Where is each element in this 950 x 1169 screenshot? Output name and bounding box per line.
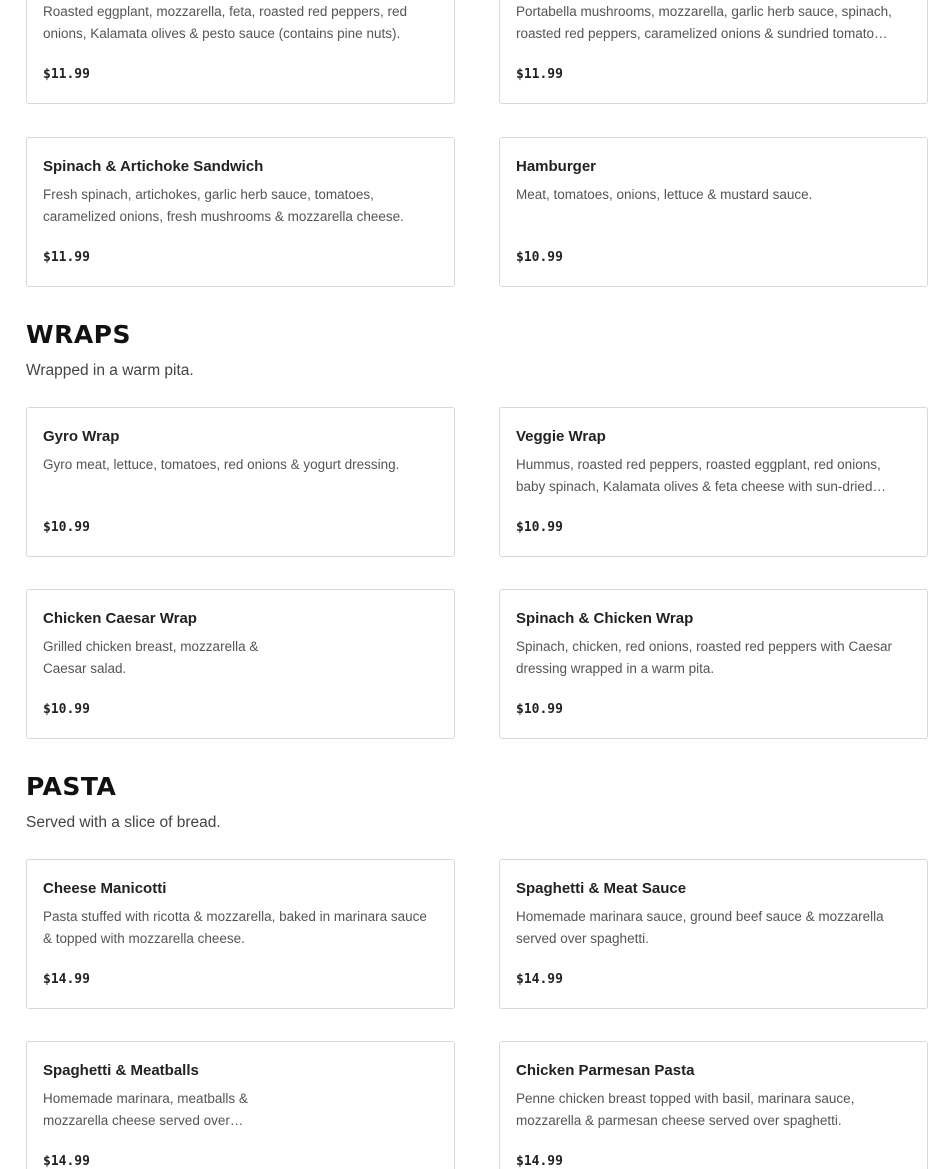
item-name: Chicken Caesar Wrap bbox=[43, 610, 197, 627]
section-title-pasta: PASTA bbox=[26, 772, 117, 801]
item-name: Spinach & Artichoke Sandwich bbox=[43, 158, 264, 175]
item-price: $10.99 bbox=[516, 520, 563, 535]
item-name: Spaghetti & Meat Sauce bbox=[516, 880, 687, 897]
menu-item-card[interactable] bbox=[499, 589, 928, 739]
item-description: Homemade marinara, meatballs & mozzarella cheese served over… bbox=[43, 1091, 248, 1128]
item-name: Gyro Wrap bbox=[43, 428, 120, 445]
section-title-wraps: WRAPS bbox=[26, 320, 132, 349]
item-name: Cheese Manicotti bbox=[43, 880, 167, 897]
item-description: Spinach, chicken, red onions, roasted red peppers with Caesar dressing wrapped in a warm pita. bbox=[516, 639, 892, 676]
item-name: Spinach & Chicken Wrap bbox=[516, 610, 694, 627]
menu-item-card[interactable] bbox=[499, 0, 928, 104]
item-description: Fresh spinach, artichokes, garlic herb sauce, tomatoes, caramelized onions, fresh mushrooms & mozzarella cheese. bbox=[43, 187, 404, 224]
item-description: Portabella mushrooms, mozzarella, garlic herb sauce, spinach, roasted red peppers, caramelized onions & sundried tomato… bbox=[516, 4, 892, 41]
menu-item-card[interactable] bbox=[26, 407, 455, 557]
item-description: Meat, tomatoes, onions, lettuce & mustard sauce. bbox=[516, 187, 813, 202]
item-description: Homemade marinara sauce, ground beef sauce & mozzarella served over spaghetti. bbox=[516, 909, 884, 946]
item-description: Gyro meat, lettuce, tomatoes, red onions & yogurt dressing. bbox=[43, 457, 400, 472]
menu-item-card[interactable] bbox=[26, 0, 455, 104]
menu-item-card[interactable] bbox=[26, 137, 455, 287]
item-price: $14.99 bbox=[43, 1154, 90, 1169]
menu-item-card[interactable] bbox=[26, 589, 455, 739]
item-description: Roasted eggplant, mozzarella, feta, roasted red peppers, red onions, Kalamata olives & pesto sauce (contains pine nuts). bbox=[43, 4, 407, 41]
item-price: $14.99 bbox=[516, 972, 563, 987]
item-description: Hummus, roasted red peppers, roasted eggplant, red onions, baby spinach, Kalamata olives & feta cheese with sun-dried… bbox=[516, 457, 886, 494]
menu-item-card[interactable] bbox=[26, 1041, 455, 1169]
item-price: $10.99 bbox=[43, 702, 90, 717]
section-subtitle-pasta: Served with a slice of bread. bbox=[26, 814, 221, 831]
item-description: Pasta stuffed with ricotta & mozzarella, baked in marinara sauce & topped with mozzarella cheese. bbox=[43, 909, 427, 946]
item-price: $11.99 bbox=[516, 67, 563, 82]
menu-item-card[interactable] bbox=[26, 859, 455, 1009]
item-price: $10.99 bbox=[516, 702, 563, 717]
item-price: $11.99 bbox=[43, 67, 90, 82]
menu-item-card[interactable] bbox=[499, 137, 928, 287]
menu-item-card[interactable] bbox=[499, 407, 928, 557]
item-name: Hamburger bbox=[516, 158, 597, 175]
menu-item-card[interactable] bbox=[499, 859, 928, 1009]
item-price: $14.99 bbox=[516, 1154, 563, 1169]
item-description: Grilled chicken breast, mozzarella & Caesar salad. bbox=[43, 639, 259, 676]
item-price: $10.99 bbox=[43, 520, 90, 535]
item-price: $11.99 bbox=[43, 250, 90, 265]
item-description: Penne chicken breast topped with basil, marinara sauce, mozzarella & parmesan cheese served over spaghetti. bbox=[516, 1091, 855, 1128]
item-price: $10.99 bbox=[516, 250, 563, 265]
section-subtitle-wraps: Wrapped in a warm pita. bbox=[26, 362, 194, 379]
item-name: Veggie Wrap bbox=[516, 428, 606, 445]
item-name: Spaghetti & Meatballs bbox=[43, 1062, 199, 1079]
item-name: Chicken Parmesan Pasta bbox=[516, 1062, 695, 1079]
menu-item-card[interactable] bbox=[499, 1041, 928, 1169]
item-price: $14.99 bbox=[43, 972, 90, 987]
